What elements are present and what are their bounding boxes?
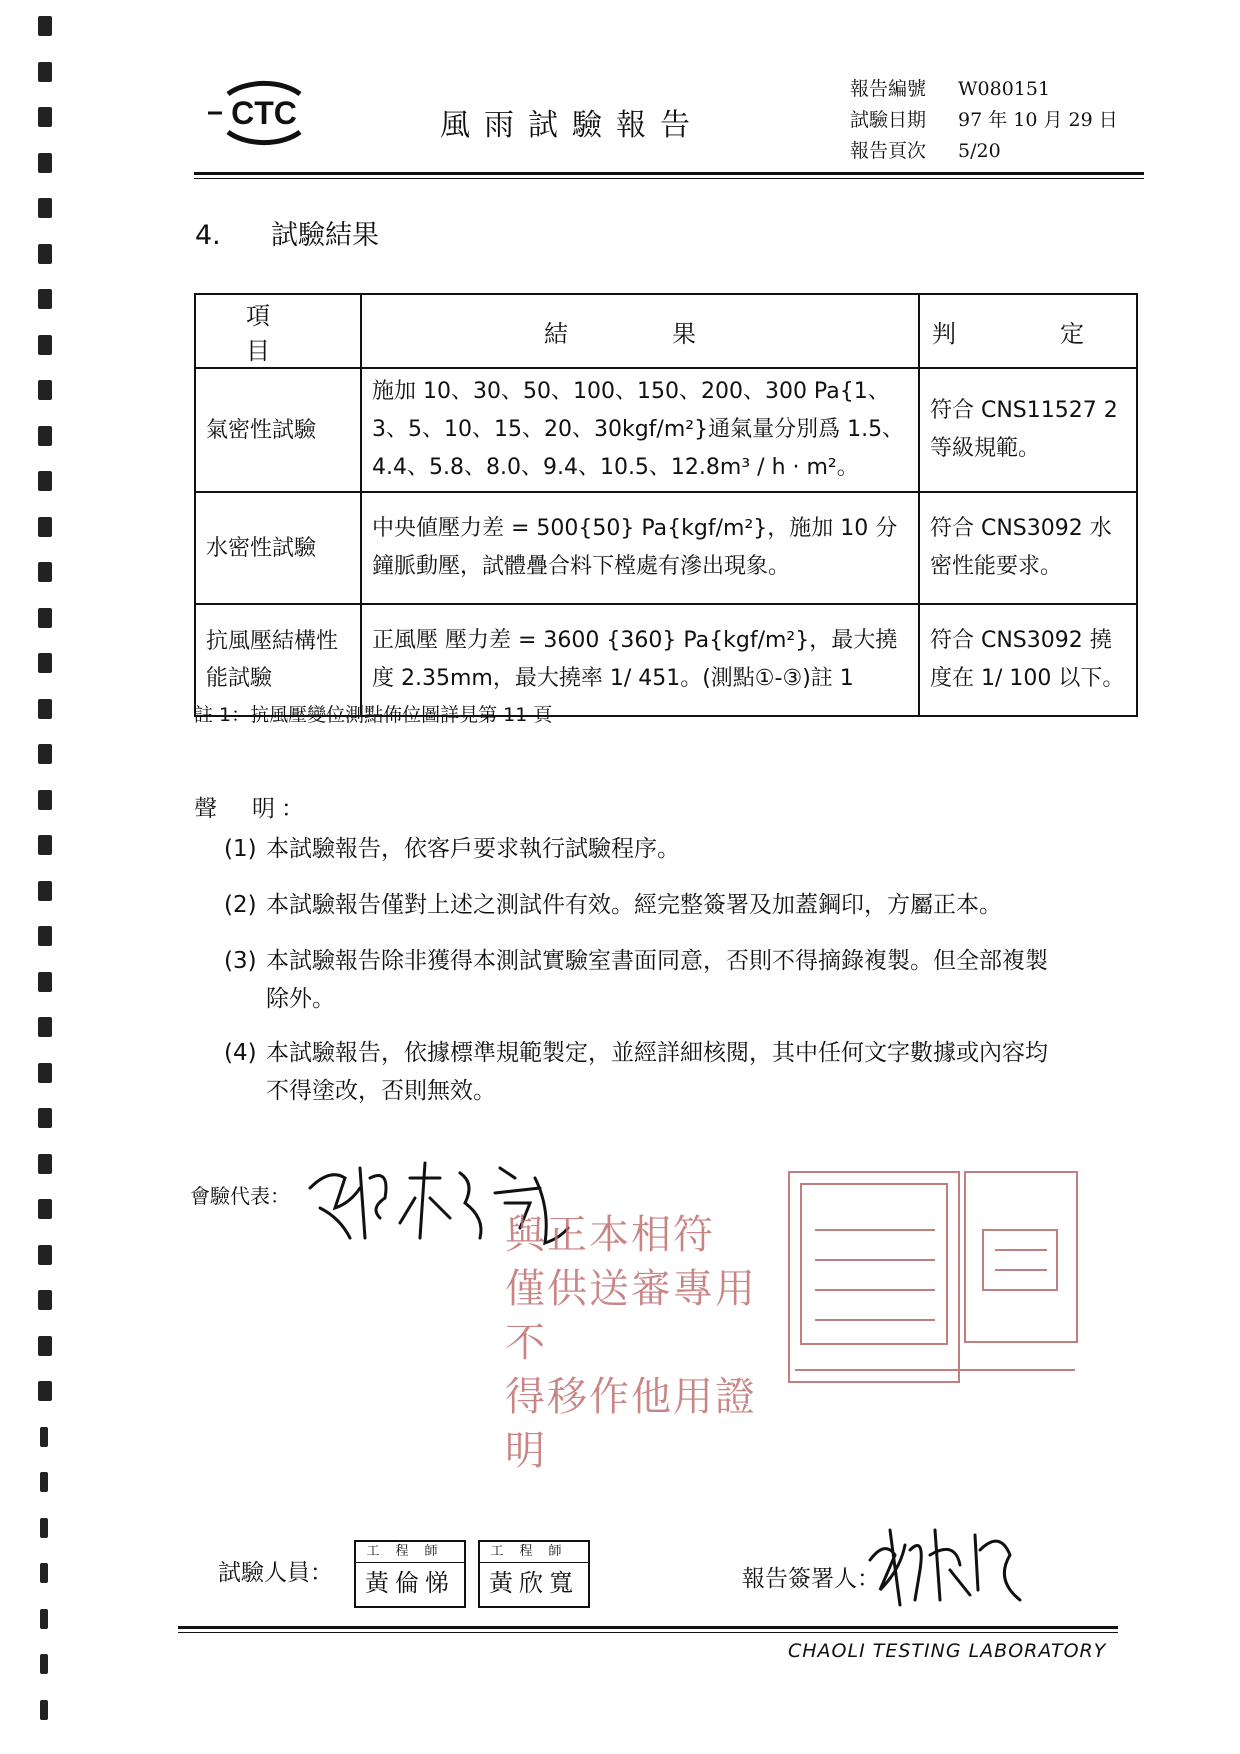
header-rule: [194, 172, 1144, 175]
binding-mark: [38, 1336, 52, 1356]
binding-mark: [38, 426, 52, 446]
binding-mark: [40, 1472, 48, 1492]
section-number: 4.: [195, 220, 221, 251]
tester-name: 黃欣寬: [489, 1569, 579, 1597]
binding-mark: [38, 699, 52, 719]
binding-mark: [38, 107, 52, 127]
ctc-logo: [208, 80, 320, 146]
binding-mark: [38, 62, 52, 82]
binding-mark: [40, 1427, 48, 1447]
binding-mark: [38, 1154, 52, 1174]
stamp-line: 與正本相符: [505, 1212, 715, 1258]
row-verdict: 符合 CNS11527 2 等級規範。: [919, 368, 1137, 492]
table-header-row: [195, 294, 1137, 368]
tester-title: 工程師: [356, 1542, 464, 1563]
row-verdict: 符合 CNS3092 撓度在 1/ 100 以下。: [919, 604, 1137, 716]
signer-label: 報告簽署人：: [742, 1566, 880, 1592]
header-result: 結 果: [361, 294, 919, 368]
row-item: 水密性試驗: [195, 492, 361, 604]
tester-box: [354, 1540, 466, 1608]
report-meta: [850, 74, 1118, 167]
row-verdict: 符合 CNS3092 水密性能要求。: [919, 492, 1137, 604]
binding-mark: [38, 835, 52, 855]
binding-mark: [38, 1290, 52, 1310]
declaration-item: (3) 本試驗報告除非獲得本測試實驗室書面同意，否則不得摘錄複製。但全部複製 除外。: [224, 948, 1048, 1012]
tester-title: 工程師: [480, 1542, 588, 1563]
binding-mark: [40, 1563, 48, 1583]
declaration-heading: 聲 明：: [194, 796, 310, 822]
row-item: 氣密性試驗: [195, 368, 361, 492]
binding-mark: [38, 335, 52, 355]
binding-mark: [38, 653, 52, 673]
stamp-line: 僅供送審專用不: [505, 1266, 757, 1366]
binding-mark: [38, 608, 52, 628]
binding-mark: [38, 972, 52, 992]
binding-mark: [40, 1609, 48, 1629]
row-result: 正風壓 壓力差 = 3600 {360} Pa{kgf/m²}，最大撓度 2.35mm，最大撓率 1/ 451。(測點①-③)註 1: [361, 604, 919, 716]
header-verdict: 判 定: [919, 294, 1137, 368]
binding-mark: [40, 1654, 48, 1674]
official-seal: [785, 1170, 1085, 1390]
binding-mark: [38, 562, 52, 582]
binding-mark: [38, 1245, 52, 1265]
declaration-item: (1) 本試驗報告，依客戶要求執行試驗程序。: [224, 836, 680, 862]
binding-mark: [38, 1017, 52, 1037]
binding-mark: [38, 153, 52, 173]
row-item: 抗風壓結構性能試驗: [195, 604, 361, 716]
witness-label: 會驗代表：: [190, 1184, 290, 1208]
tester-box: [478, 1540, 590, 1608]
lab-name: CHAOLI TESTING LABORATORY: [788, 1640, 1107, 1662]
header-rule-thin: [194, 178, 1144, 179]
binding-mark: [38, 1199, 52, 1219]
table-row: [195, 492, 1137, 604]
header-item: 項 目: [195, 294, 361, 368]
declaration-item: (4) 本試驗報告，依據標準規範製定，並經詳細核閱，其中任何文字數據或內容均 不得塗改，否則無效。: [224, 1040, 1048, 1104]
tester-name: 黃倫悌: [365, 1569, 455, 1597]
footer-rule-thin: [178, 1632, 1118, 1633]
row-result: 中央値壓力差 = 500{50} Pa{kgf/m²}，施加 10 分鐘脈動壓，試體疊合料下樘處有滲出現象。: [361, 492, 919, 604]
meta-row-number: 報告編號 W080151: [850, 78, 1051, 100]
meta-row-page: 報告頁次 5/20: [850, 140, 1001, 162]
section-heading: [195, 213, 379, 252]
binding-mark: [38, 1381, 52, 1401]
signer-signature: [860, 1510, 1030, 1610]
results-table: [194, 293, 1138, 717]
binding-mark: [38, 926, 52, 946]
binding-mark: [38, 744, 52, 764]
binding-mark: [38, 16, 52, 36]
binding-mark: [38, 517, 52, 537]
binding-mark: [38, 790, 52, 810]
section-title: 試驗結果: [271, 220, 379, 251]
tester-label: 試驗人員：: [218, 1560, 333, 1586]
binding-mark: [40, 1700, 48, 1720]
binding-mark: [38, 471, 52, 491]
binding-mark: [40, 1518, 48, 1538]
footer-rule: [178, 1626, 1118, 1629]
stamp-line: 得移作他用證明: [505, 1374, 757, 1474]
declaration-item: (2) 本試驗報告僅對上述之測試件有效。經完整簽署及加蓋鋼印，方屬正本。: [224, 892, 1002, 918]
report-title: 風雨試驗報告: [440, 108, 704, 143]
binding-mark: [38, 380, 52, 400]
binding-mark: [38, 881, 52, 901]
table-row: [195, 368, 1137, 492]
meta-row-date: 試驗日期 97 年 10 月 29 日: [850, 109, 1118, 131]
logo-text: CTC: [231, 95, 297, 131]
binding-mark: [38, 1108, 52, 1128]
binding-mark: [38, 198, 52, 218]
row-result: 施加 10、30、50、100、150、200、300 Pa{1、3、5、10、15、20、30kgf/m²}通氣量分別爲 1.5、4.4、5.8、8.0、9.4、10.5、12.8m³ / h · m²。: [361, 368, 919, 492]
binding-mark: [38, 244, 52, 264]
binding-mark: [38, 289, 52, 309]
binding-mark: [38, 1063, 52, 1083]
copy-stamp: [505, 1208, 775, 1474]
table-footnote: 註 1：抗風壓變位測點佈位圖詳見第 11 頁: [194, 704, 553, 726]
binding-marks: [18, 8, 58, 1748]
